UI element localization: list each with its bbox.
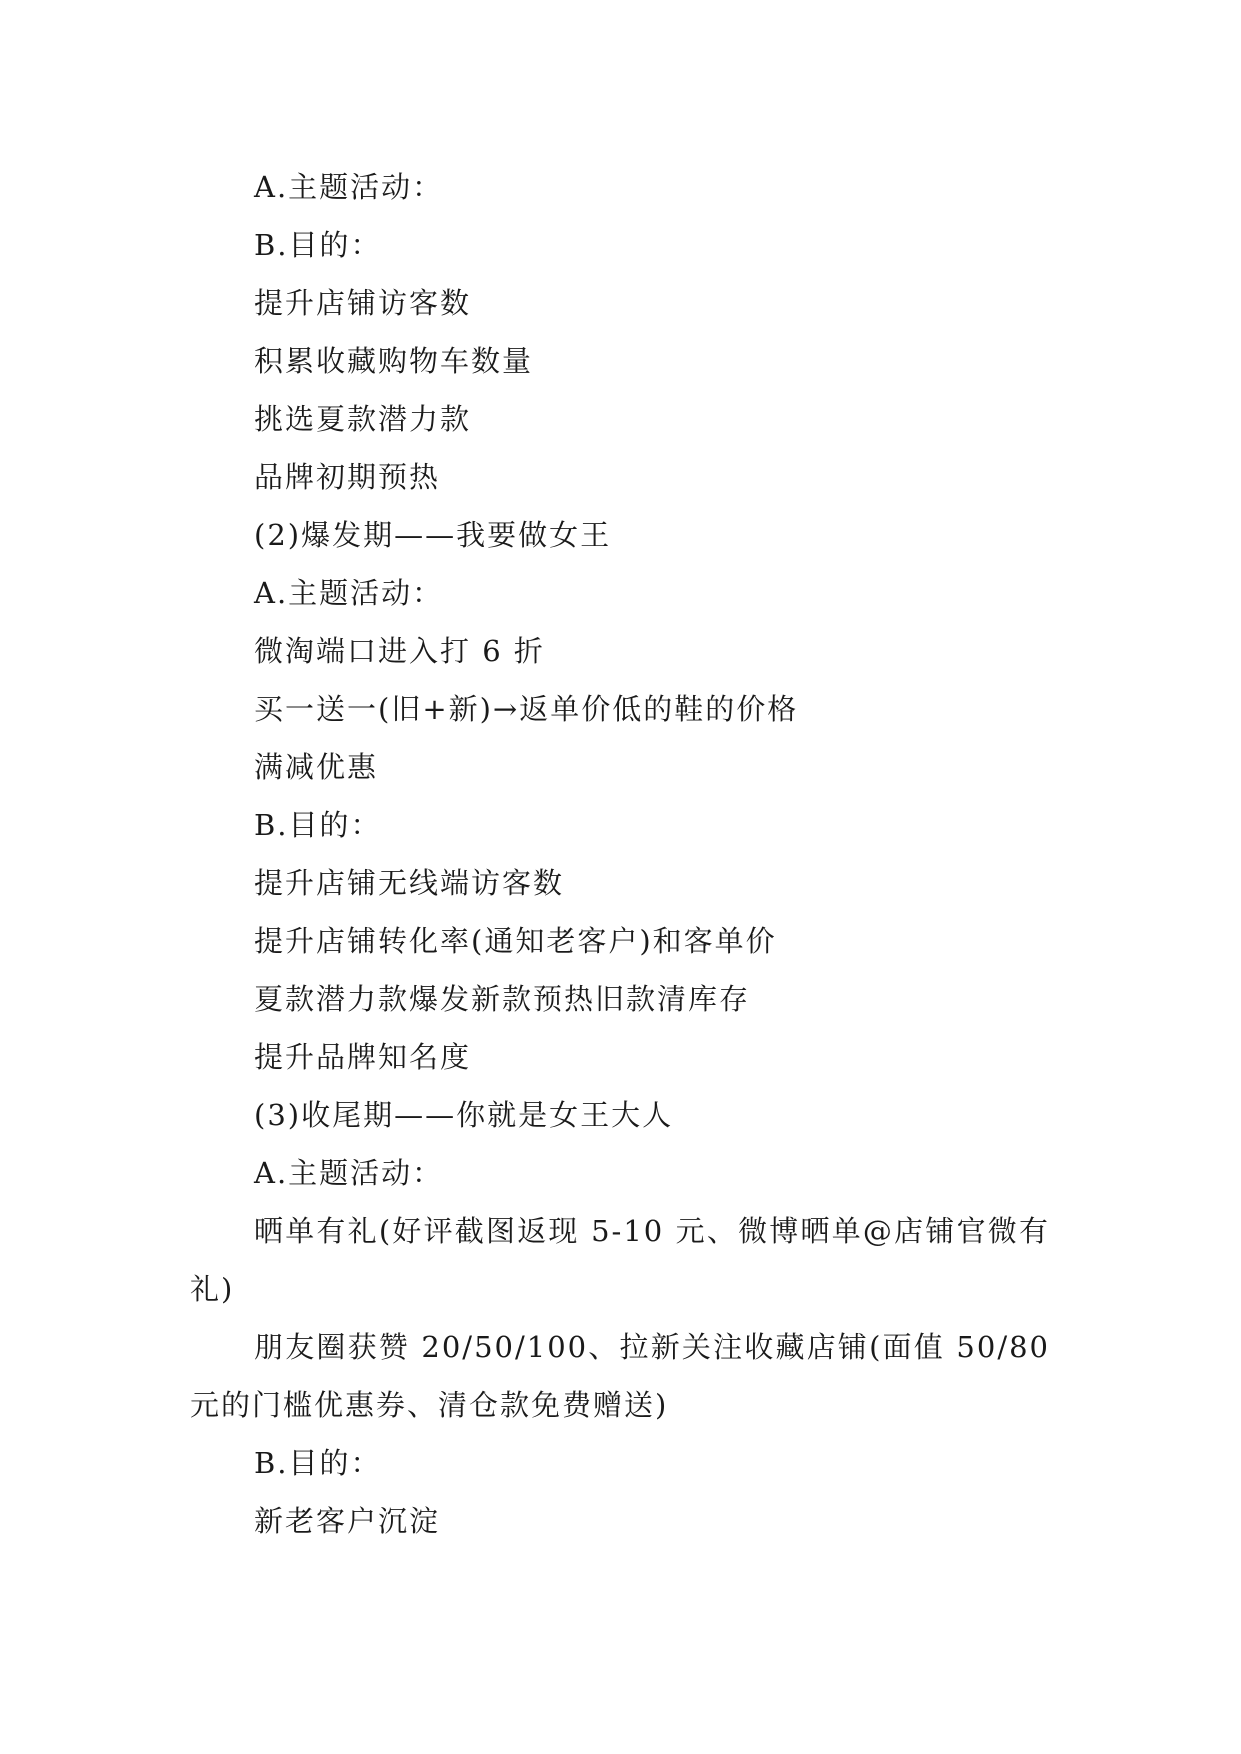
list-item: 品牌初期预热 [254,460,441,494]
paragraph-review-reward: 晒单有礼(好评截图返现 5-10 元、微博晒单@店铺官微有礼) [190,1214,1050,1306]
list-item: 新老客户沉淀 [254,1504,441,1538]
heading-a-activity: A.主题活动： [254,170,444,204]
heading-a-activity: A.主题活动： [254,576,444,610]
list-item: 积累收藏购物车数量 [254,344,534,378]
document-body [190,158,1050,1550]
list-item: 微淘端口进入打 6 折 [254,634,545,668]
section-heading-burst: (2)爆发期——我要做女王 [254,518,612,552]
paragraph-moments-likes: 朋友圈获赞 20/50/100、拉新关注收藏店铺(面值 50/80 元的门槛优惠券、清仓款免费赠送) [190,1330,1050,1422]
list-item: 提升品牌知名度 [254,1040,472,1074]
list-item: 提升店铺转化率(通知老客户)和客单价 [254,924,777,958]
heading-a-activity: A.主题活动： [254,1156,444,1190]
heading-b-purpose: B.目的： [254,1446,382,1480]
heading-b-purpose: B.目的： [254,228,382,262]
section-heading-closing: (3)收尾期——你就是女王大人 [254,1098,674,1132]
list-item: 夏款潜力款爆发新款预热旧款清库存 [254,982,751,1016]
list-item: 提升店铺访客数 [254,286,472,320]
list-item: 挑选夏款潜力款 [254,402,472,436]
list-item: 满减优惠 [254,750,379,784]
list-item: 提升店铺无线端访客数 [254,866,565,900]
list-item: 买一送一(旧+新)→返单价低的鞋的价格 [254,692,799,726]
heading-b-purpose: B.目的： [254,808,382,842]
